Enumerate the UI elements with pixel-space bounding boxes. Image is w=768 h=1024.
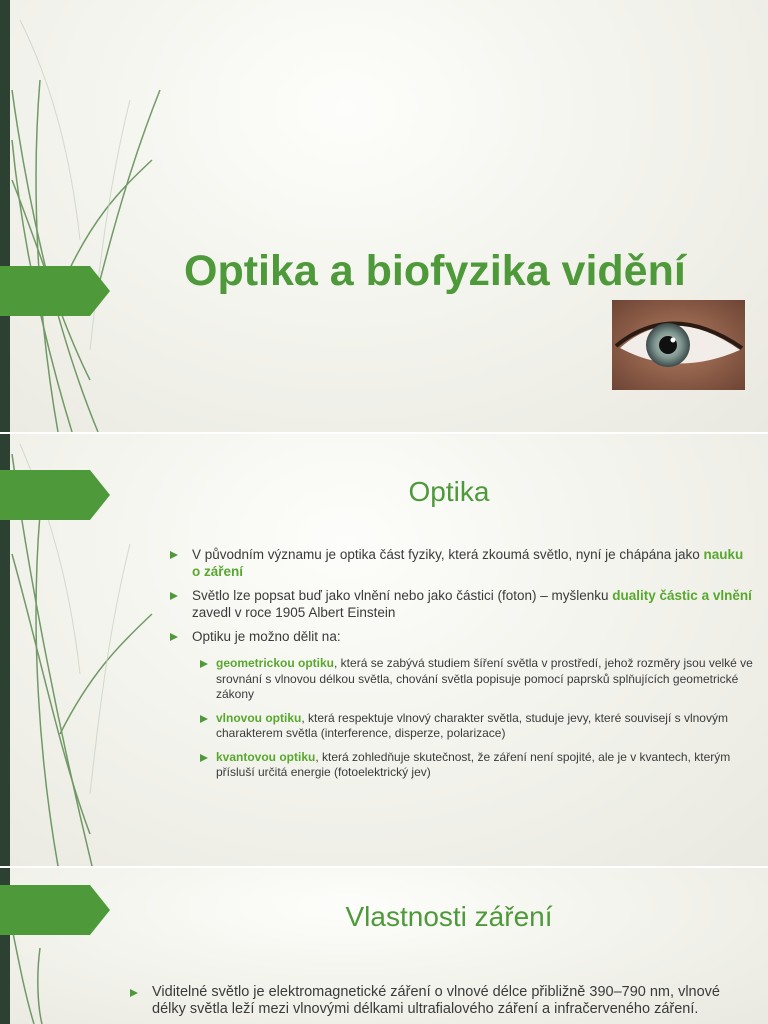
- sub-bullet-item: [200, 750, 756, 781]
- eye-photo: [612, 300, 745, 390]
- bullet-text: , která zohledňuje skutečnost, že záření není spojité, ale je v kvantech, kterým přísluší určitá energie (fotoelektrický jev): [216, 749, 731, 779]
- bullet-arrow-icon: [170, 592, 178, 600]
- highlight-term: duality částic a vlnění: [612, 588, 752, 603]
- highlight-term: geometrickou optiku: [216, 656, 335, 670]
- decorative-curves: [0, 0, 260, 432]
- slide-title-heading: Optika a biofyzika vidění: [184, 247, 686, 295]
- bullet-text: zavedl v roce 1905 Albert Einstein: [192, 605, 396, 620]
- green-arrow-tab: [0, 470, 110, 520]
- bullet-text: , která se zabývá studiem šíření světla v prostředí, jehož rozměry jsou velké ve srovnání s vlnovou délkou světla, chování světla popisuje pomocí paprsků splňujících geometrické zákony: [216, 656, 753, 701]
- slide-heading: Optika: [408, 476, 490, 507]
- sub-bullet-list: [200, 656, 756, 789]
- bullet-text: , která respektuje vlnový charakter světla, studuje jevy, které souvisejí s vlnovým charakterem světla (interference, disperze, polarizace): [216, 710, 728, 740]
- highlight-term: vlnovou optiku: [216, 710, 302, 725]
- slide-title: [0, 0, 768, 432]
- slide-optika: [0, 434, 768, 866]
- bullet-arrow-icon: [200, 660, 208, 668]
- slide-vlastnosti: [0, 868, 768, 1024]
- bullet-item: [130, 984, 755, 1018]
- bullet-text: Světlo lze popsat buď jako vlnění nebo jako částici (foton) – myšlenku: [192, 588, 613, 603]
- bullet-text: V původním významu je optika část fyziky, která zkoumá světlo, nyní je chápána jako: [192, 547, 704, 562]
- green-arrow-tab: [0, 885, 110, 935]
- bullet-arrow-icon: [170, 551, 178, 559]
- bullet-list: [130, 984, 755, 1024]
- bullet-text: Optiku je možno dělit na:: [192, 629, 341, 644]
- bullet-arrow-icon: [200, 754, 208, 762]
- highlight-term: nauku o záření: [192, 547, 744, 579]
- slide-heading: Vlastnosti záření: [345, 901, 553, 932]
- bullet-item: [170, 628, 755, 645]
- bullet-list: [170, 546, 755, 652]
- bullet-arrow-icon: [170, 633, 178, 641]
- bullet-arrow-icon: [200, 715, 208, 723]
- green-arrow-tab: [0, 266, 110, 316]
- bullet-item: [170, 546, 755, 580]
- sub-bullet-item: [200, 711, 756, 742]
- highlight-term: kvantovou optiku: [216, 749, 316, 764]
- bullet-arrow-icon: [130, 989, 138, 997]
- bullet-text: Viditelné světlo je elektromagnetické záření o vlnové délce přibližně 390–790 nm, vlnové délky světla leží mezi vlnovými délkami ultrafialového záření a infračerveného záření.: [152, 984, 720, 1017]
- sub-bullet-item: [200, 656, 756, 703]
- bullet-item: [170, 587, 755, 621]
